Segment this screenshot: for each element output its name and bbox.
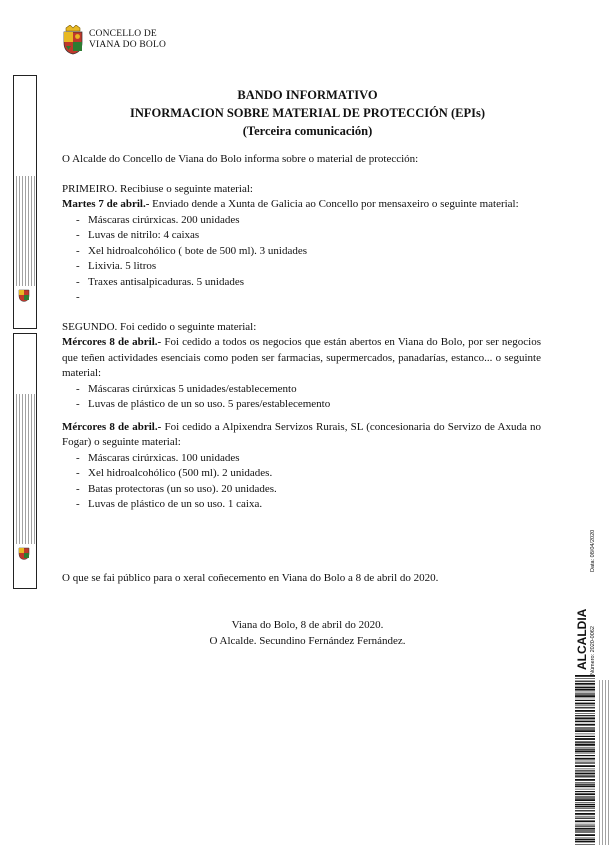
title-line2: INFORMACION SOBRE MATERIAL DE PROTECCIÓN (EPIs)	[129, 106, 485, 120]
barcode-stripe	[575, 775, 595, 776]
list-item: - Máscaras cirúrxicas. 200 unidades	[76, 213, 541, 229]
barcode-stripe	[575, 813, 595, 815]
barcode-stripe	[575, 753, 595, 754]
barcode-stripe	[575, 721, 595, 722]
barcode-stripe	[575, 730, 595, 732]
barcode-stripe	[575, 793, 595, 795]
entry-date: Mércores 8 de abril.-	[62, 336, 162, 348]
barcode-stripe	[575, 734, 595, 735]
list-item: - Máscaras cirúrxicas. 100 unidades	[76, 451, 541, 467]
barcode-stripe	[575, 687, 595, 688]
section-primeiro-heading: PRIMEIRO. Recibiuse o seguinte material:	[62, 182, 253, 195]
closing-paragraph-wrap	[62, 571, 541, 587]
barcode-stripe	[575, 776, 595, 777]
intro-paragraph: O Alcalde do Concello de Viana do Bolo informa sobre o material de protección:	[62, 153, 419, 165]
barcode-stripe	[575, 715, 595, 716]
section-segundo-heading: SEGUNDO. Foi cedido o seguinte material:	[62, 320, 257, 333]
barcode-stripe	[575, 710, 595, 712]
barcode-stripe	[575, 806, 595, 808]
barcode-stripe	[575, 707, 595, 708]
barcode-stripe	[575, 765, 595, 767]
closing-paragraph: O que se fai público para o xeral coñecemento en Viana do Bolo a 8 de abril do 2020.	[62, 572, 439, 584]
barcode	[575, 675, 595, 845]
barcode-stripe	[575, 736, 595, 737]
signature-name: O Alcalde. Secundino Fernández Fernández.	[209, 634, 406, 647]
list-item: - Máscaras cirúrxicas 5 unidades/establecemento	[76, 382, 541, 398]
barcode-stripe	[575, 750, 595, 752]
barcode-stripe	[575, 761, 595, 762]
registration-stamp	[13, 333, 37, 589]
barcode-stripe	[575, 831, 595, 832]
barcode-stripe	[575, 681, 595, 682]
list-item: - Luvas de plástico de un so uso. 1 caixa.	[76, 497, 541, 513]
section-primeiro-entry	[62, 197, 541, 213]
coat-of-arms-icon	[18, 289, 30, 302]
barcode-stripe	[575, 818, 595, 819]
barcode-stripe	[575, 695, 595, 697]
barcode-stripe	[575, 797, 595, 798]
segundo-items-list-1	[62, 382, 541, 413]
barcode-stripe	[575, 700, 595, 701]
entry-text: Foi cedido a todos os negocios que están abertos en Viana do Bolo, por ser negocios que teñen actividades esenciais como poden ser farmacias, supermercados, panadarías, estanco... o seguinte material:	[62, 336, 541, 379]
barcode-stripe	[575, 755, 595, 756]
document-title	[0, 86, 615, 140]
barcode-stripe	[575, 844, 595, 845]
barcode-stripe	[575, 802, 595, 803]
barcode-stripe	[575, 693, 595, 694]
barcode-stripe	[575, 678, 595, 679]
barcode-stripe	[575, 841, 595, 843]
barcode-stripe	[575, 749, 595, 750]
barcode-stripe	[575, 747, 595, 748]
barcode-stripe	[575, 799, 595, 801]
barcode-stripe	[575, 773, 595, 775]
barcode-stripe	[575, 727, 595, 728]
barcode-stripe	[575, 796, 595, 797]
barcode-stripe	[575, 686, 595, 687]
barcode-stripe	[575, 789, 595, 790]
side-department: ALCALDIA	[575, 608, 589, 670]
entry-date: Mércores 8 de abril.-	[62, 420, 162, 433]
coat-of-arms-icon	[18, 547, 30, 560]
title-line1: BANDO INFORMATIVO	[237, 88, 378, 102]
barcode-stripe	[575, 791, 595, 792]
barcode-stripe	[575, 742, 595, 743]
signature-block	[0, 618, 615, 649]
list-item: - Xel hidroalcohólico ( bote de 500 ml). 3 unidades	[76, 244, 541, 260]
barcode-stripe	[575, 758, 595, 760]
list-item: - Traxes antisalpicaduras. 5 unidades	[76, 275, 541, 291]
stamp-fine-print	[15, 394, 35, 544]
barcode-stripe	[575, 779, 595, 781]
barcode-stripe	[575, 706, 595, 707]
entry-date: Martes 7 de abril.-	[62, 198, 150, 210]
barcode-stripe	[575, 724, 595, 726]
barcode-stripe	[575, 820, 595, 822]
primeiro-items-list	[62, 213, 541, 306]
barcode-stripe	[575, 698, 595, 699]
barcode-stripe	[575, 828, 595, 830]
org-name-line2: VIANA DO BOLO	[89, 40, 167, 50]
barcode-stripe	[575, 824, 595, 825]
document-body	[62, 152, 541, 513]
barcode-stripe	[575, 808, 595, 809]
barcode-stripe	[575, 720, 595, 721]
side-number: Número: 2020-0062	[590, 626, 596, 675]
barcode-stripe	[575, 728, 595, 729]
org-name-line1: CONCELLO DE	[89, 29, 157, 39]
barcode-stripe	[575, 692, 595, 693]
barcode-stripe	[575, 770, 595, 771]
barcode-stripe	[575, 717, 595, 719]
signature-place-date: Viana do Bolo, 8 de abril do 2020.	[231, 619, 384, 631]
entry-text: Enviado dende a Xunta de Galicia ao Concello por mensaxeiro o seguinte material:	[149, 198, 519, 210]
coat-of-arms-icon	[62, 25, 84, 55]
barcode-stripe	[575, 826, 595, 827]
barcode-stripe	[575, 683, 595, 685]
barcode-stripe	[575, 744, 595, 746]
barcode-stripe	[575, 784, 595, 785]
list-item: - Batas protectoras (un so uso). 20 unidades.	[76, 482, 541, 498]
barcode-stripe	[575, 689, 595, 691]
side-verification-text	[597, 680, 609, 845]
barcode-stripe	[575, 834, 595, 836]
list-item: - Luvas de plástico de un so uso. 5 pares/establecemento	[76, 397, 541, 413]
list-item: - Luvas de nitrilo: 4 caixas	[76, 228, 541, 244]
registration-stamp	[13, 75, 37, 329]
barcode-stripe	[575, 810, 595, 811]
barcode-stripe	[575, 816, 595, 817]
section-segundo-entry-1	[62, 335, 541, 382]
barcode-stripe	[575, 782, 595, 783]
stamp-fine-print	[15, 176, 35, 286]
barcode-stripe	[575, 762, 595, 763]
barcode-stripe	[575, 838, 595, 839]
barcode-stripe	[575, 738, 595, 740]
barcode-stripe	[575, 839, 595, 840]
title-line3: (Terceira comunicación)	[242, 124, 373, 138]
barcode-stripe	[575, 804, 595, 805]
entry-text: Foi cedido a Alpixendra Servizos Rurais, SL (concesionaria do Servizo de Axuda no Fogar) o seguinte material:	[62, 420, 542, 448]
barcode-stripe	[575, 703, 595, 705]
list-item	[76, 290, 541, 306]
barcode-stripe	[575, 769, 595, 770]
side-date: Data: 08/04/2020	[590, 529, 596, 572]
barcode-stripe	[575, 830, 595, 831]
barcode-stripe	[575, 741, 595, 742]
list-item: - Lixivia. 5 litros	[76, 259, 541, 275]
barcode-stripe	[575, 713, 595, 714]
section-segundo-entry-2	[62, 420, 541, 451]
segundo-items-list-2	[62, 451, 541, 513]
barcode-stripe	[575, 785, 595, 787]
municipality-logo	[62, 25, 166, 55]
list-item: - Xel hidroalcohólico (500 ml). 2 unidades.	[76, 466, 541, 482]
barcode-stripe	[575, 675, 595, 677]
